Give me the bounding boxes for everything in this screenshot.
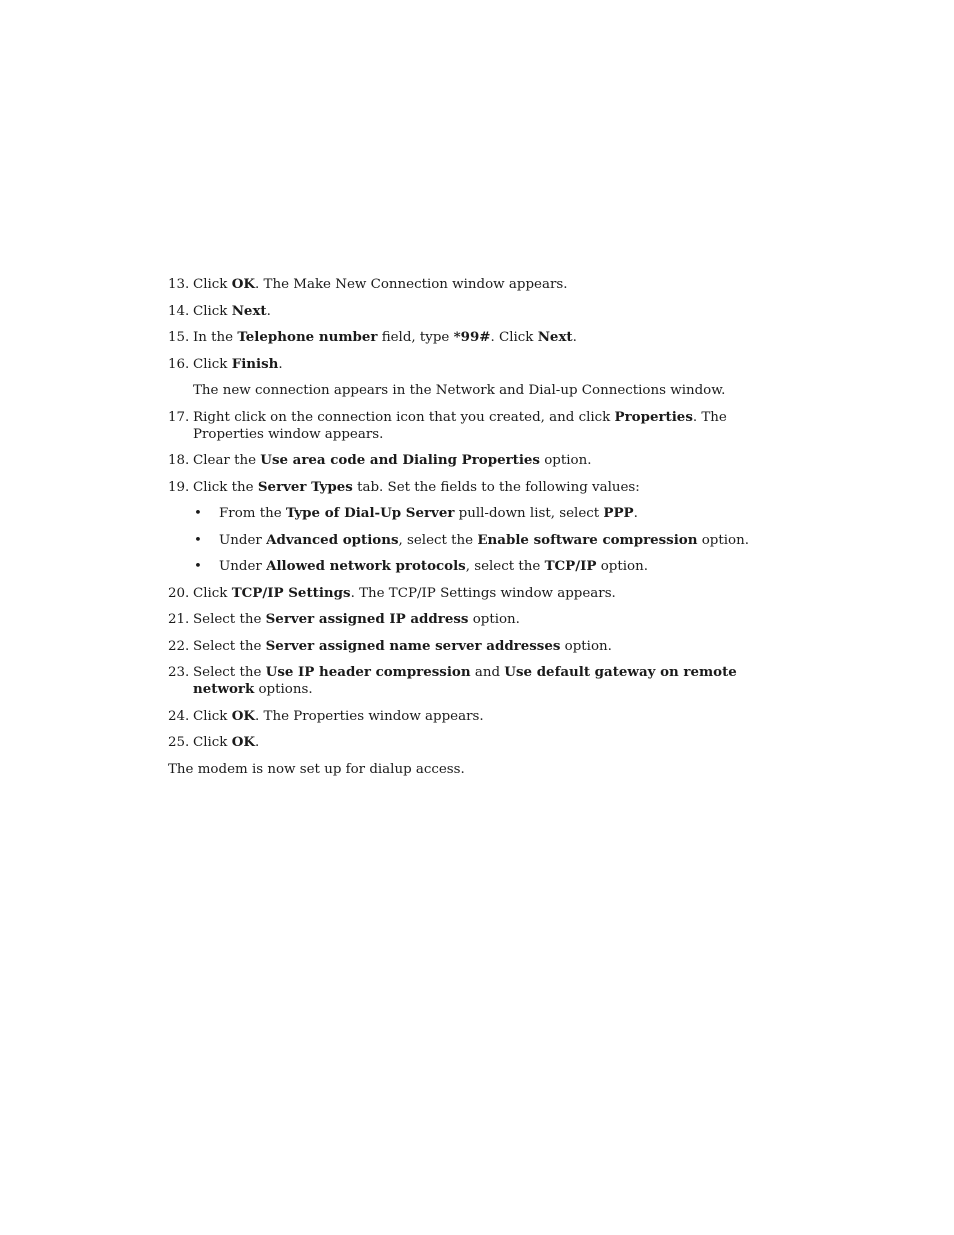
bullet-text	[219, 558, 798, 575]
text-run: Select the	[193, 665, 266, 680]
step-text	[193, 664, 798, 698]
step-text	[193, 708, 798, 725]
text-run: In the	[193, 330, 238, 345]
step-number: 19.	[168, 479, 190, 495]
ui-term: Use area code and Dialing Properties	[260, 452, 540, 468]
step-text	[193, 734, 798, 751]
text-run: .	[633, 506, 638, 521]
text-run: . The Properties window appears.	[193, 409, 727, 442]
text-run: pull-down list, select	[454, 506, 604, 521]
step-text	[193, 585, 798, 602]
step-item	[168, 638, 798, 655]
text-run: , select the	[398, 532, 478, 548]
ui-term: Telephone number	[237, 329, 378, 345]
text-run: field, type	[377, 330, 454, 345]
step-text	[193, 356, 798, 373]
bullet-item	[168, 505, 798, 522]
ui-term: Next	[537, 329, 573, 345]
ui-term: Type of Dial-Up Server	[285, 505, 455, 521]
step-item	[168, 452, 798, 469]
step-number: 21.	[168, 612, 190, 627]
text-run: .	[572, 330, 577, 345]
step-text	[193, 479, 798, 496]
text-run: Under	[219, 532, 267, 548]
ui-term: Finish	[231, 355, 279, 372]
step-number: 25.	[168, 735, 190, 750]
step-text	[193, 303, 798, 320]
text-run: option.	[697, 532, 749, 548]
text-run: .	[278, 356, 283, 372]
step-item	[168, 708, 798, 725]
bullet-text	[219, 505, 798, 522]
text-run: option.	[539, 453, 592, 468]
text-run: . The Make New Connection window appears.	[255, 277, 568, 292]
text-run: option.	[560, 638, 612, 654]
step-number: 16.	[168, 356, 190, 372]
step-text	[193, 409, 798, 443]
ui-term: Next	[231, 302, 267, 319]
step-item	[168, 409, 798, 443]
step-text	[193, 329, 798, 346]
text-run: Click	[193, 585, 232, 601]
text-run: option.	[468, 612, 520, 627]
ui-term: Use IP header compression	[265, 664, 471, 680]
ui-term: Properties	[614, 408, 693, 425]
step-item	[168, 611, 798, 628]
ui-term: *99#	[453, 329, 491, 345]
step-text	[193, 276, 798, 293]
step-item	[168, 585, 798, 602]
ui-term: Enable software compression	[477, 531, 698, 548]
text-run: Select the	[193, 638, 266, 654]
step-number: 22.	[168, 638, 190, 654]
ui-term: TCP/IP	[544, 558, 597, 574]
text-run: .	[255, 735, 260, 750]
text-run: . The TCP/IP Settings window appears.	[350, 585, 616, 601]
ui-term: TCP/IP Settings	[231, 584, 351, 601]
ui-term: OK	[231, 707, 255, 724]
text-run: Click	[193, 277, 232, 292]
text-run: Click	[193, 735, 232, 750]
text-run: From the	[219, 506, 286, 521]
step-number: 18.	[168, 453, 190, 468]
step-item	[168, 303, 798, 320]
step-number: 20.	[168, 585, 190, 601]
step-number: 23.	[168, 665, 190, 680]
text-run: Clear the	[193, 453, 261, 468]
step-item	[168, 356, 798, 373]
step-text	[193, 452, 798, 469]
text-run: and	[470, 665, 505, 680]
step-item	[168, 276, 798, 293]
step-number: 24.	[168, 708, 190, 724]
bullet-marker: •	[194, 559, 202, 574]
text-run: options.	[254, 682, 313, 697]
step-text	[193, 638, 798, 655]
bullet-text	[219, 532, 798, 549]
ui-term: Server assigned IP address	[265, 611, 469, 627]
step-number: 14.	[168, 303, 190, 319]
text-run: option.	[596, 559, 648, 574]
ui-term: Advanced options	[266, 531, 399, 548]
step-number: 13.	[168, 277, 190, 292]
step-item	[168, 329, 798, 346]
text-run: Click	[193, 708, 232, 724]
text-run: Under	[219, 559, 267, 574]
ui-term: OK	[231, 734, 255, 750]
bullet-item	[168, 558, 798, 575]
step-number: 17.	[168, 409, 190, 425]
text-run: Select the	[193, 612, 266, 627]
bullet-marker: •	[194, 506, 202, 521]
step-note: The new connection appears in the Network and Dial-up Connections window.	[193, 383, 726, 398]
text-run: , select the	[465, 559, 545, 574]
step-text	[193, 611, 798, 628]
bullet-item	[168, 532, 798, 549]
ui-term: Allowed network protocols	[266, 558, 466, 574]
text-run: .	[266, 303, 271, 319]
text-run: Click	[193, 303, 232, 319]
text-run: Click the	[193, 479, 258, 495]
step-item	[168, 479, 798, 496]
text-run: Click	[193, 356, 232, 372]
bullet-marker: •	[194, 532, 202, 548]
text-run: tab. Set the fields to the following values:	[352, 479, 640, 495]
step-number: 15.	[168, 330, 190, 345]
ui-term: OK	[231, 276, 255, 292]
step-item	[168, 664, 798, 698]
ui-term: PPP	[603, 505, 634, 521]
ui-term: Use default gateway on remote network	[193, 664, 737, 697]
ui-term: Server assigned name server addresses	[265, 637, 561, 654]
text-run: . The Properties window appears.	[255, 708, 484, 724]
text-run: . Click	[490, 330, 538, 345]
step-item	[168, 734, 798, 751]
ui-term: Server Types	[257, 478, 353, 495]
text-run: Right click on the connection icon that you created, and click	[193, 409, 615, 425]
instruction-list	[168, 276, 798, 778]
closing-paragraph: The modem is now set up for dialup access.	[168, 761, 465, 777]
